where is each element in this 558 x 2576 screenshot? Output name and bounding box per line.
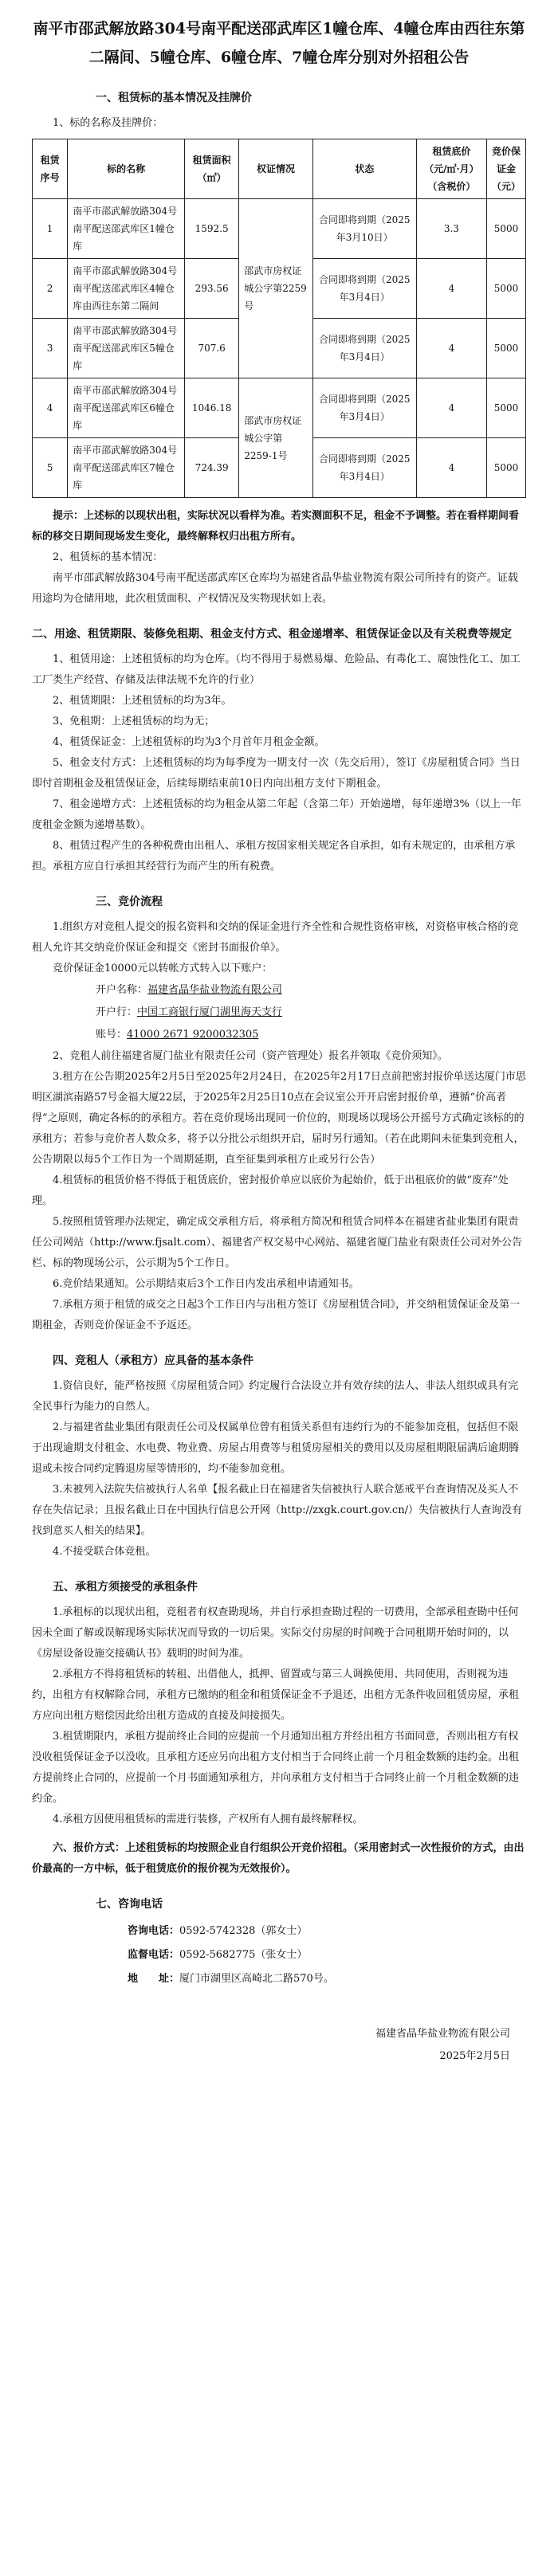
signature-company: 福建省晶华盐业物流有限公司 — [375, 2028, 510, 2040]
section-6-text: 六、报价方式：上述租赁标的均按照企业自行组织公开竞价招租。（采用密封式一次性报价的方式，由出价最高的一方中标，低于租赁底价的报价视为无效报价）。 — [32, 1842, 525, 1875]
address-line — [128, 1967, 526, 1991]
bid-step: 6.竞价结果通知。公示期结束后3个工作日内发出承租申请通知书。 — [53, 1278, 360, 1290]
cell-deposit: 5000 — [487, 319, 526, 378]
bid-step: 4.租赁标的租赁价格不得低于租赁底价，密封报价单应以底价为起始价，低于出租底价的做“废弃”处理。 — [32, 1174, 509, 1207]
lessee-condition: 1.承租标的以现状出租，竞租者有权查勘现场，并自行承担查勘过程的一切费用，全部承租查勘中任何因未全面了解或误解现场实际状况而导致的一切后果。实际交付房屋的时间晚于合同租期开始时间的，以《房屋设备设施交接确认书》载明的时间为准。 — [32, 1606, 519, 1660]
terms-item: 3、免租期：上述租赁标的均为无； — [53, 716, 215, 727]
supervise-phone-label: 监督电话： — [128, 1949, 180, 1961]
col-header-name: 标的名称 — [68, 139, 185, 199]
cell-cert: 邵武市房权证城公字第2259号 — [239, 199, 312, 378]
contact-block — [128, 1919, 526, 1991]
col-header-price: 租赁底价（元/㎡·月）（含税价） — [416, 139, 486, 199]
lease-table — [32, 139, 526, 498]
account-bank-line — [96, 1002, 526, 1024]
col-header-no: 租赁序号 — [33, 139, 68, 199]
cell-no: 4 — [33, 378, 68, 438]
cell-deposit: 5000 — [487, 199, 526, 259]
page-title: 南平市邵武解放路304号南平配送邵武库区1幢仓库、4幢仓库由西往东第二隔间、5幢仓库、6幢仓库、7幢仓库分别对外招租公告 — [33, 20, 525, 66]
cell-price: 4 — [416, 319, 486, 378]
account-number-value: 41000 2671 9200032305 — [127, 1029, 259, 1041]
bid-step: 2、竞租人前往福建省厦门盐业有限责任公司（资产管理处）报名并领取《竞价须知》。 — [53, 1050, 448, 1062]
cell-status: 合同即将到期（2025年3月10日） — [312, 199, 416, 259]
basic-info: 南平市邵武解放路304号南平配送邵武库区仓库均为福建省晶华盐业物流有限公司所持有的资产。证载用途均为仓储用地，此次租赁面积、产权情况及实物现状如上表。 — [32, 572, 518, 605]
cell-status: 合同即将到期（2025年3月4日） — [312, 378, 416, 438]
terms-item: 1、租赁用途：上述租赁标的均为仓库。（均不得用于易燃易爆、危险品、有毒化工、腐蚀性化工、加工工厂类生产经营、存储及法律法规不允许的行业） — [32, 653, 521, 686]
cell-price: 4 — [416, 438, 486, 498]
cell-no: 1 — [33, 199, 68, 259]
cell-area: 707.6 — [185, 319, 239, 378]
section-4-heading: 四、竞租人（承租方）应具备的基本条件 — [53, 1355, 253, 1367]
cell-no: 2 — [33, 259, 68, 319]
table-tip: 提示：上述标的以现状出租，实际状况以看样为准。若实测面积不足，租金不予调整。若在看样期间看标的移交日期间现场发生变化，最终解释权归出租方所有。 — [32, 510, 520, 543]
cell-area: 1046.18 — [185, 378, 239, 438]
table-header-row — [33, 139, 526, 199]
account-number-line — [96, 1024, 526, 1046]
terms-item: 7、租金递增方式：上述租赁标的均为租金从第二年起（含第二年）开始递增，每年递增3%（以上一年度租金金额为递增基数）。 — [32, 798, 521, 831]
cell-area: 724.39 — [185, 438, 239, 498]
address-value: 厦门市湖里区高崎北二路570号。 — [179, 1973, 334, 1985]
cell-name: 南平市邵武解放路304号南平配送邵武库区1幢仓库 — [68, 199, 185, 259]
account-block — [96, 979, 526, 1046]
section-7-heading: 七、咨询电话 — [96, 1898, 163, 1911]
supervise-phone-value: 0592-5682775（张女士） — [179, 1949, 308, 1961]
section-2-heading: 二、用途、租赁期限、装修免租期、租金支付方式、租金递增率、租赁保证金以及有关税费等规定 — [32, 628, 512, 641]
account-name-value: 福建省晶华盐业物流有限公司 — [147, 984, 283, 996]
bid-step: 7.承租方须于租赁的成交之日起3个工作日内与出租方签订《房屋租赁合同》，并交纳租赁保证金及第一期租金，否则竞价保证金不予返还。 — [32, 1299, 521, 1331]
section-1-sub-1: 1、标的名称及挂牌价： — [53, 117, 163, 129]
signature-date: 2025年2月5日 — [439, 2050, 510, 2062]
cell-status: 合同即将到期（2025年3月4日） — [312, 438, 416, 498]
terms-item: 4、租赁保证金：上述租赁标的均为3个月首年月租金金额。 — [53, 736, 325, 748]
account-number-label: 账号： — [96, 1029, 128, 1041]
account-name-label: 开户名称： — [96, 984, 148, 996]
cell-area: 293.56 — [185, 259, 239, 319]
table-row — [33, 378, 526, 438]
account-name-line — [96, 979, 526, 1002]
cell-no: 5 — [33, 438, 68, 498]
condition-item: 3.未被列入法院失信被执行人名单【报名截止日在福建省失信被执行人联合惩戒平台查询情况及买人不存在失信记录；且报名截止日在中国执行信息公开网（http://zxgk.court.gov.cn/）失信被执行人查询没有找到意买人相关的结果】。 — [32, 1484, 522, 1537]
cell-deposit: 5000 — [487, 378, 526, 438]
deposit-note: 竞价保证金10000元以转帐方式转入以下账户： — [53, 963, 273, 974]
account-bank-label: 开户行： — [96, 1006, 138, 1018]
lessee-condition: 3.租赁期限内，承租方提前终止合同的应提前一个月通知出租方并经出租方书面同意，否则出租方有权没收租赁保证金予以没收。且承租方还应另向出租方支付相当于合同终止前一个月租金数额的违约金。出租方提前终止合同的，应提前一个月书面通知承租方，并向承租方支付相当于合同终止前一个月租金数额的违约金。 — [32, 1731, 520, 1805]
cell-name: 南平市邵武解放路304号南平配送邵武库区7幢仓库 — [68, 438, 185, 498]
cell-price: 4 — [416, 378, 486, 438]
address-label: 地 址： — [128, 1973, 180, 1985]
cell-name: 南平市邵武解放路304号南平配送邵武库区5幢仓库 — [68, 319, 185, 378]
cell-no: 3 — [33, 319, 68, 378]
cell-name: 南平市邵武解放路304号南平配送邵武库区4幢仓库由西往东第二隔间 — [68, 259, 185, 319]
consult-phone-value: 0592-5742328（郭女士） — [179, 1925, 308, 1937]
lessee-condition: 2.承租方不得将租赁标的转租、出借他人，抵押、留置或与第三人调换使用、共同使用，否则视为违约，出租方有权解除合同，承租方已缴纳的租金和租赁保证金不予退还，出租方无条件收回租赁房屋，承租方应向出租方赔偿因此给出租方造成的直接及间接损失。 — [32, 1668, 520, 1722]
terms-item: 8、租赁过程产生的各种税费由出租人、承租方按国家相关规定各自承担，如有未规定的，由承租方承担。承租方应自行承担其经营行为而产生的所有税费。 — [32, 840, 516, 872]
consult-phone-line — [128, 1919, 526, 1943]
account-bank-value: 中国工商银行厦门湖里海天支行 — [137, 1006, 283, 1018]
condition-item: 4.不接受联合体竞租。 — [53, 1546, 156, 1558]
supervise-phone-line — [128, 1943, 526, 1967]
section-3-heading: 三、竞价流程 — [96, 896, 163, 908]
cell-price: 3.3 — [416, 199, 486, 259]
condition-item: 2.与福建省盐业集团有限责任公司及权属单位曾有租赁关系但有违约行为的不能参加竞租，包括但不限于出现逾期支付租金、水电费、物业费、房屋占用费等与租赁房屋相关的费用以及房屋租期限届满后逾期腾退或未按合同约定腾退房屋等情形的，均不能参加竞租。 — [32, 1421, 520, 1475]
cell-deposit: 5000 — [487, 259, 526, 319]
table-row — [33, 199, 526, 259]
section-5-heading: 五、承租方须接受的承租条件 — [53, 1581, 198, 1594]
cell-name: 南平市邵武解放路304号南平配送邵武库区6幢仓库 — [68, 378, 185, 438]
cell-cert: 邵武市房权证城公字第2259-1号 — [239, 378, 312, 498]
col-header-cert: 权证情况 — [239, 139, 312, 199]
cell-price: 4 — [416, 259, 486, 319]
cell-status: 合同即将到期（2025年3月4日） — [312, 319, 416, 378]
cell-area: 1592.5 — [185, 199, 239, 259]
bid-step: 1.组织方对竞租人提交的报名资料和交纳的保证金进行齐全性和合规性资格审核，对资格审核合格的竞租人允许其交纳竞价保证金和提交《密封书面报价单》。 — [32, 921, 519, 954]
condition-item: 1.资信良好，能严格按照《房屋租赁合同》约定履行合法设立并有效存续的法人、非法人组织或具有完全民事行为能力的自然人。 — [32, 1380, 519, 1413]
col-header-status: 状态 — [312, 139, 416, 199]
bid-step: 3.租方在公告期2025年2月5日至2025年2月24日，在2025年2月17日点前把密封报价单送达厦门市思明区湖滨南路57号金福大厦22层，于2025年2月25日10点在会议室公开开启密封报价单，遵循“价高者得”之原则，确定各标的的承租方。若在竞价现场出现同一价位的，则现场以现场公开摇号方式确定该标的的承租方；若参与竞价者人数众多，将予以分批公示组织开启，届时另行通知。（若在此期间未征集到竞租人，公告期限以每5个工作日为一个周期延期，直至征集到承租方止或另行公告） — [32, 1071, 526, 1166]
cell-deposit: 5000 — [487, 438, 526, 498]
cell-status: 合同即将到期（2025年3月4日） — [312, 259, 416, 319]
terms-item: 5、租金支付方式：上述租赁标的均为每季度为一期支付一次（先交后用），签订《房屋租赁合同》当日即付首期租金及租赁保证金，后续每期结束前10日内向出租方支付下期租金。 — [32, 757, 521, 790]
bid-step: 5.按照租赁管理办法规定，确定成交承租方后，将承租方简况和租赁合同样本在福建省盐业集团有限责任公司网站（http://www.fjsalt.com）、福建省产权交易中心网站、福建省厦门盐业有限责任公司对外公告栏、标的物现场公示，公示期为5个工作日。 — [32, 1216, 522, 1269]
terms-item: 2、租赁期限：上述租赁标的均为3年。 — [53, 695, 232, 707]
signature-block — [32, 2023, 526, 2068]
col-header-area: 租赁面积（㎡） — [185, 139, 239, 199]
consult-phone-label: 咨询电话： — [128, 1925, 180, 1937]
col-header-deposit: 竞价保证金（元） — [487, 139, 526, 199]
section-1-heading: 一、租赁标的基本情况及挂牌价 — [96, 92, 252, 104]
section-1-sub-2: 2、租赁标的基本情况： — [53, 551, 163, 563]
lessee-condition: 4.承租方因使用租赁标的需进行装修，产权所有人拥有最终解释权。 — [53, 1813, 363, 1825]
